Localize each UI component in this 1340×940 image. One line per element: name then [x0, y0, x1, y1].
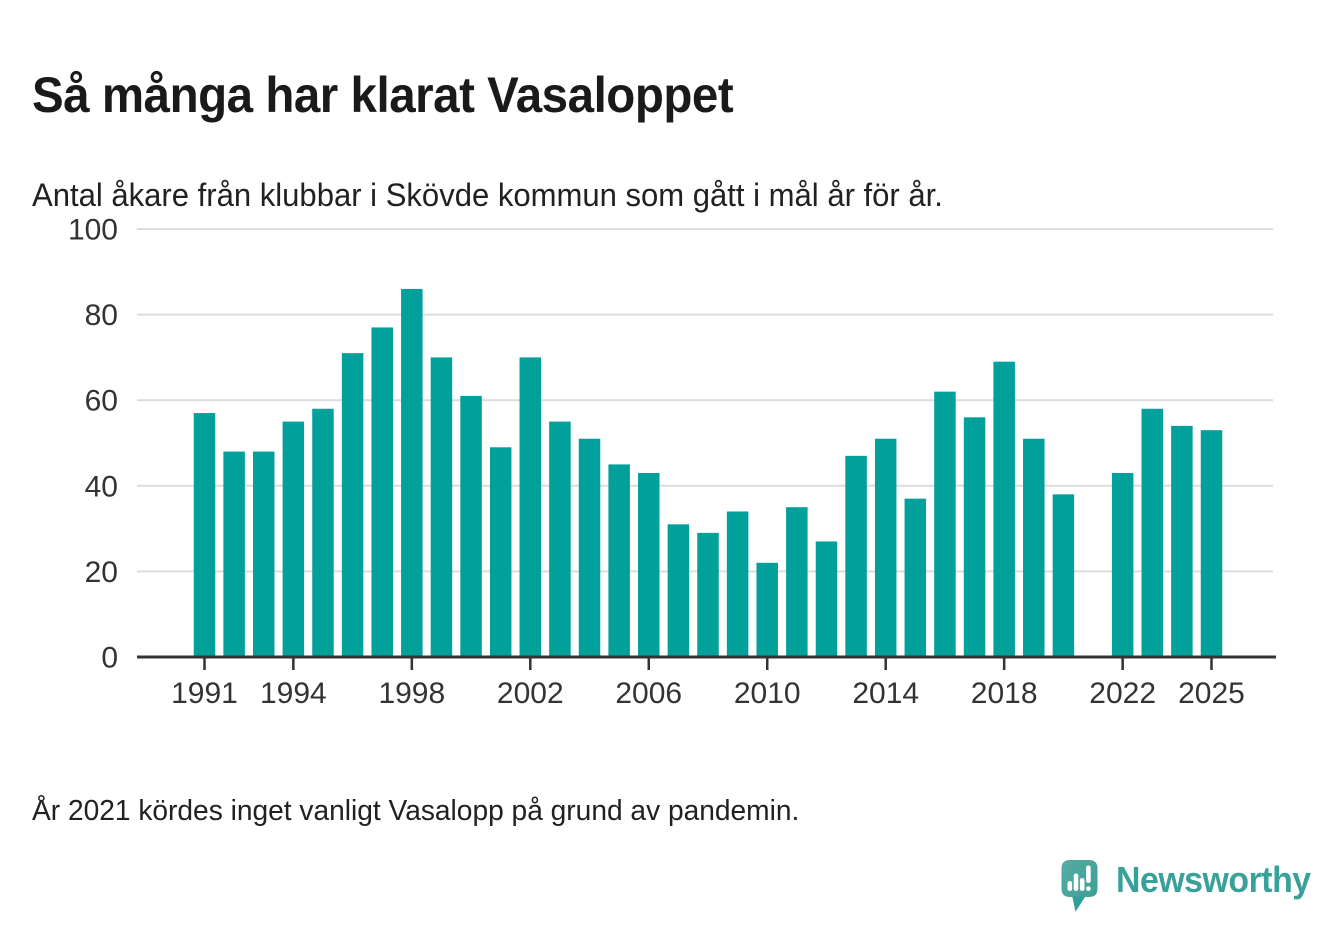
bar-2009: [727, 511, 749, 657]
x-tick-label-2014: 2014: [852, 677, 920, 710]
bar-2015: [905, 499, 927, 657]
bar-2005: [608, 464, 630, 657]
newsworthy-logo-text: Newsworthy: [1116, 859, 1311, 900]
x-tick-label-1994: 1994: [259, 677, 327, 710]
bar-1992: [223, 452, 245, 657]
logo-exclamation-dot: [1086, 886, 1091, 891]
x-tick-label-2018: 2018: [970, 677, 1038, 710]
bar-2017: [964, 417, 986, 657]
x-tick-label-2006: 2006: [615, 677, 683, 710]
chart-title: Så många har klarat Vasaloppet: [32, 66, 734, 123]
logo-bar-1: [1068, 881, 1073, 891]
bar-2010: [756, 563, 778, 657]
bar-1997: [371, 327, 393, 657]
bar-1995: [312, 409, 334, 657]
x-tick-label-1991: 1991: [171, 677, 238, 710]
bar-2012: [816, 541, 838, 657]
bar-2013: [845, 456, 867, 657]
bar-2019: [1023, 439, 1045, 657]
bar-2000: [460, 396, 482, 657]
chart-subtitle: Antal åkare från klubbar i Skövde kommun som gått i mål år för år.: [32, 177, 943, 213]
bar-2023: [1142, 409, 1164, 657]
bar-2007: [668, 524, 690, 657]
bar-2022: [1112, 473, 1134, 657]
x-axis-line: [137, 656, 1276, 659]
y-tick-label-20: 20: [84, 555, 118, 589]
bar-1994: [283, 422, 305, 657]
bar-2024: [1171, 426, 1193, 657]
logo-bar-2: [1074, 874, 1079, 892]
y-tick-label-100: 100: [67, 213, 118, 247]
bar-2008: [697, 533, 719, 657]
logo-exclamation-bar: [1086, 866, 1091, 884]
bar-2002: [520, 357, 542, 657]
chart-footnote: År 2021 kördes inget vanligt Vasalopp på grund av pandemin.: [32, 795, 800, 827]
x-tick-label-1998: 1998: [378, 677, 446, 710]
bar-2014: [875, 439, 897, 657]
bar-1991: [194, 413, 216, 657]
x-tick-label-2025: 2025: [1178, 677, 1245, 710]
bar-2018: [993, 362, 1015, 657]
bar-2001: [490, 447, 512, 657]
bar-2011: [786, 507, 808, 657]
bar-2025: [1201, 430, 1223, 657]
y-tick-label-0: 0: [101, 641, 118, 675]
logo-bar-3: [1080, 878, 1085, 891]
x-tick-label-2022: 2022: [1089, 677, 1157, 710]
y-tick-label-80: 80: [84, 299, 118, 333]
speech-bubble-tail: [1073, 896, 1086, 912]
bar-1999: [431, 357, 453, 657]
x-tick-label-2002: 2002: [496, 677, 564, 710]
bar-2020: [1053, 494, 1075, 657]
x-tick-label-2010: 2010: [733, 677, 801, 710]
bar-2016: [934, 392, 956, 657]
bar-2006: [638, 473, 660, 657]
bar-2004: [579, 439, 601, 657]
y-tick-label-60: 60: [84, 384, 118, 418]
newsworthy-logo-icon: [1061, 860, 1098, 918]
bar-1996: [342, 353, 364, 657]
y-tick-label-40: 40: [84, 470, 118, 504]
bar-1993: [253, 452, 274, 657]
bar-2003: [549, 422, 571, 657]
bar-1998: [401, 289, 423, 657]
